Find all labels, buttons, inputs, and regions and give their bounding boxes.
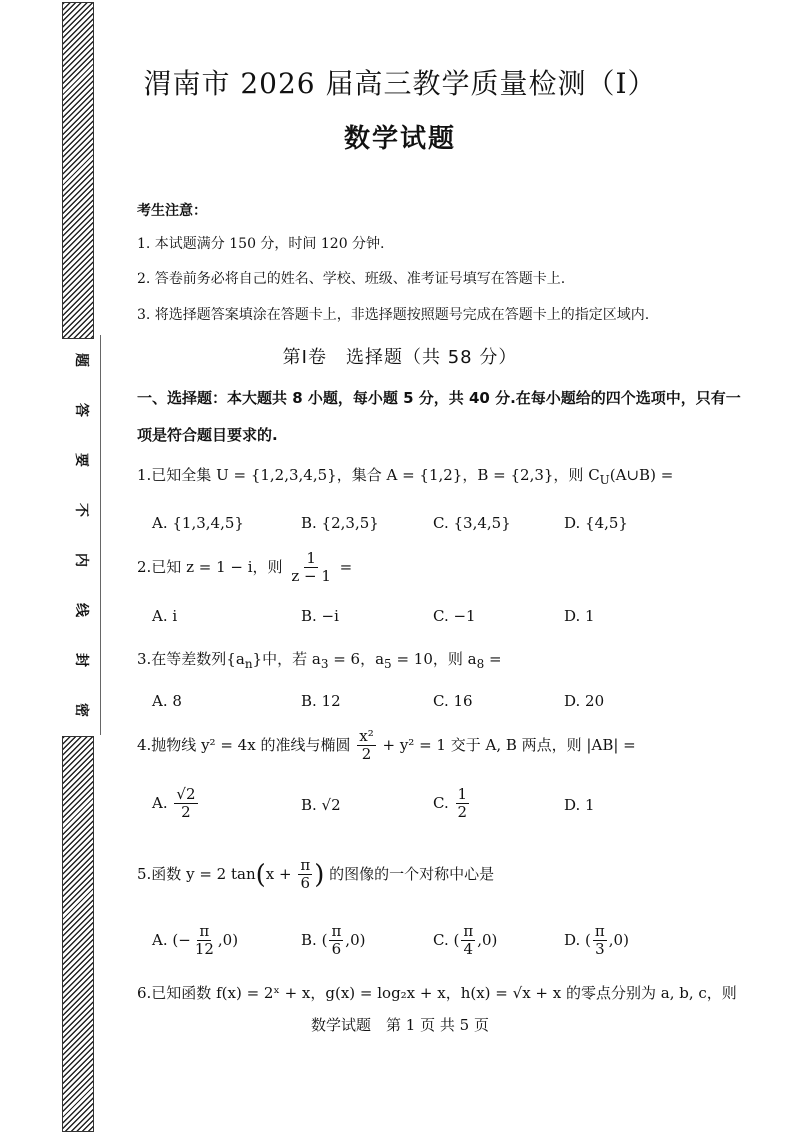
q2-option-c: C. −1 [433,607,476,625]
q4-option-b: B. √2 [301,796,341,814]
fraction: $\frac{1}{z - 1}$ [291,549,331,586]
seal-char: 密 [73,703,89,717]
seal-char: 不 [73,503,89,517]
q4-option-d: D. 1 [564,796,595,814]
seal-char: 要 [73,453,89,467]
section-instruction-cont: 项是符合题目要求的. [137,426,278,444]
q3-option-a: A. 8 [152,692,182,710]
page-footer: 数学试题 第 1 页 共 5 页 [311,1016,489,1034]
q1-option-b: B. {2,3,5} [301,514,379,532]
fraction: $\frac{\pi}{3}$ [594,922,605,959]
q5-option-d: D. ( $\frac{\pi}{3}$ ,0) [564,922,629,959]
notice-item: 2. 答卷前务必将自己的姓名、学校、班级、准考证号填写在答题卡上. [137,271,566,287]
fraction: $\frac{\pi}{4}$ [463,922,474,959]
binding-line [100,335,101,735]
question-4: 4.抛物线 y² = 4x 的准线与椭圆 $\frac{\text{x²}}{2}$ + y² = 1 交于 A, B 两点，则 |AB| = [137,727,636,764]
q5-option-c: C. ( $\frac{\pi}{4}$ ,0) [433,922,498,959]
q3-option-d: D. 20 [564,692,605,710]
section-instruction: 一、选择题：本大题共 8 小题，每小题 5 分，共 40 分.在每小题给的四个选项中，只有一 [137,389,741,407]
question-6: 6.已知函数 f(x) = 2ˣ + x，g(x) = log₂x + x，h(x) = √x + x 的零点分别为 a, b, c，则 [137,984,737,1002]
section-title: 第Ⅰ卷 选择题（共 58 分） [282,347,518,368]
q4-option-c: C. $\frac{1}{2}$ [433,785,468,822]
q1-option-c: C. {3,4,5} [433,514,511,532]
question-2: 2.已知 z = 1 − i，则 $\frac{1}{z - 1}$ = [137,549,353,586]
seal-warning-text [70,340,94,730]
q3-option-b: B. 12 [301,692,341,710]
exam-title: 渭南市 2026 届高三教学质量检测（Ⅰ） [143,67,657,100]
fraction: $\frac{\pi}{12}$ [194,922,214,959]
q4-option-a: A. $\frac{√2}{2}$ [152,785,196,822]
subject-title: 数学试题 [343,124,456,154]
question-1: 1.已知全集 U = {1,2,3,4,5}，集合 A = {1,2}，B = {2,3}，则 $C_U(A\cup B)$ = [137,466,674,487]
question-5: 5.函数 y = 2 tan(x + $\frac{\pi}{6}$ ) 的图像的一个对称中心是 [137,856,495,893]
seal-char: 线 [73,603,89,617]
seal-char: 封 [73,653,89,667]
q5-option-b: B. ( $\frac{\pi}{6}$ ,0) [301,922,366,959]
seal-char: 内 [73,553,89,567]
q2-option-b: B. −i [301,607,339,625]
q1-option-a: A. {1,3,4,5} [152,514,244,532]
q5-option-a: A. (− $\frac{\pi}{12}$ ,0) [152,922,239,959]
fraction: $\frac{1}{2}$ [457,785,468,822]
fraction: $\frac{√2}{2}$ [176,785,196,822]
q2-option-a: A. i [152,607,178,625]
notice-item: 3. 将选择题答案填涂在答题卡上，非选择题按照题号完成在答题卡上的指定区域内. [137,307,650,323]
seal-char: 题 [73,353,89,367]
binding-hatch-top [62,2,94,339]
seal-char: 答 [73,403,89,417]
fraction: $\frac{\text{x²}}{2}$ [359,727,374,764]
notice-heading: 考生注意： [137,203,207,219]
binding-hatch-bottom [62,736,94,1132]
q3-option-c: C. 16 [433,692,473,710]
fraction: $\frac{\pi}{6}$ [331,922,342,959]
q2-option-d: D. 1 [564,607,595,625]
fraction: $\frac{\pi}{6}$ [300,856,311,893]
question-3: 3.在等差数列$\{a_n\}$中，若 $a_3 = 6$，$a_5 = 10$，则 $a_8$ = [137,650,502,671]
notice-item: 1. 本试题满分 150 分，时间 120 分钟. [137,236,385,252]
q1-option-d: D. {4,5} [564,514,628,532]
